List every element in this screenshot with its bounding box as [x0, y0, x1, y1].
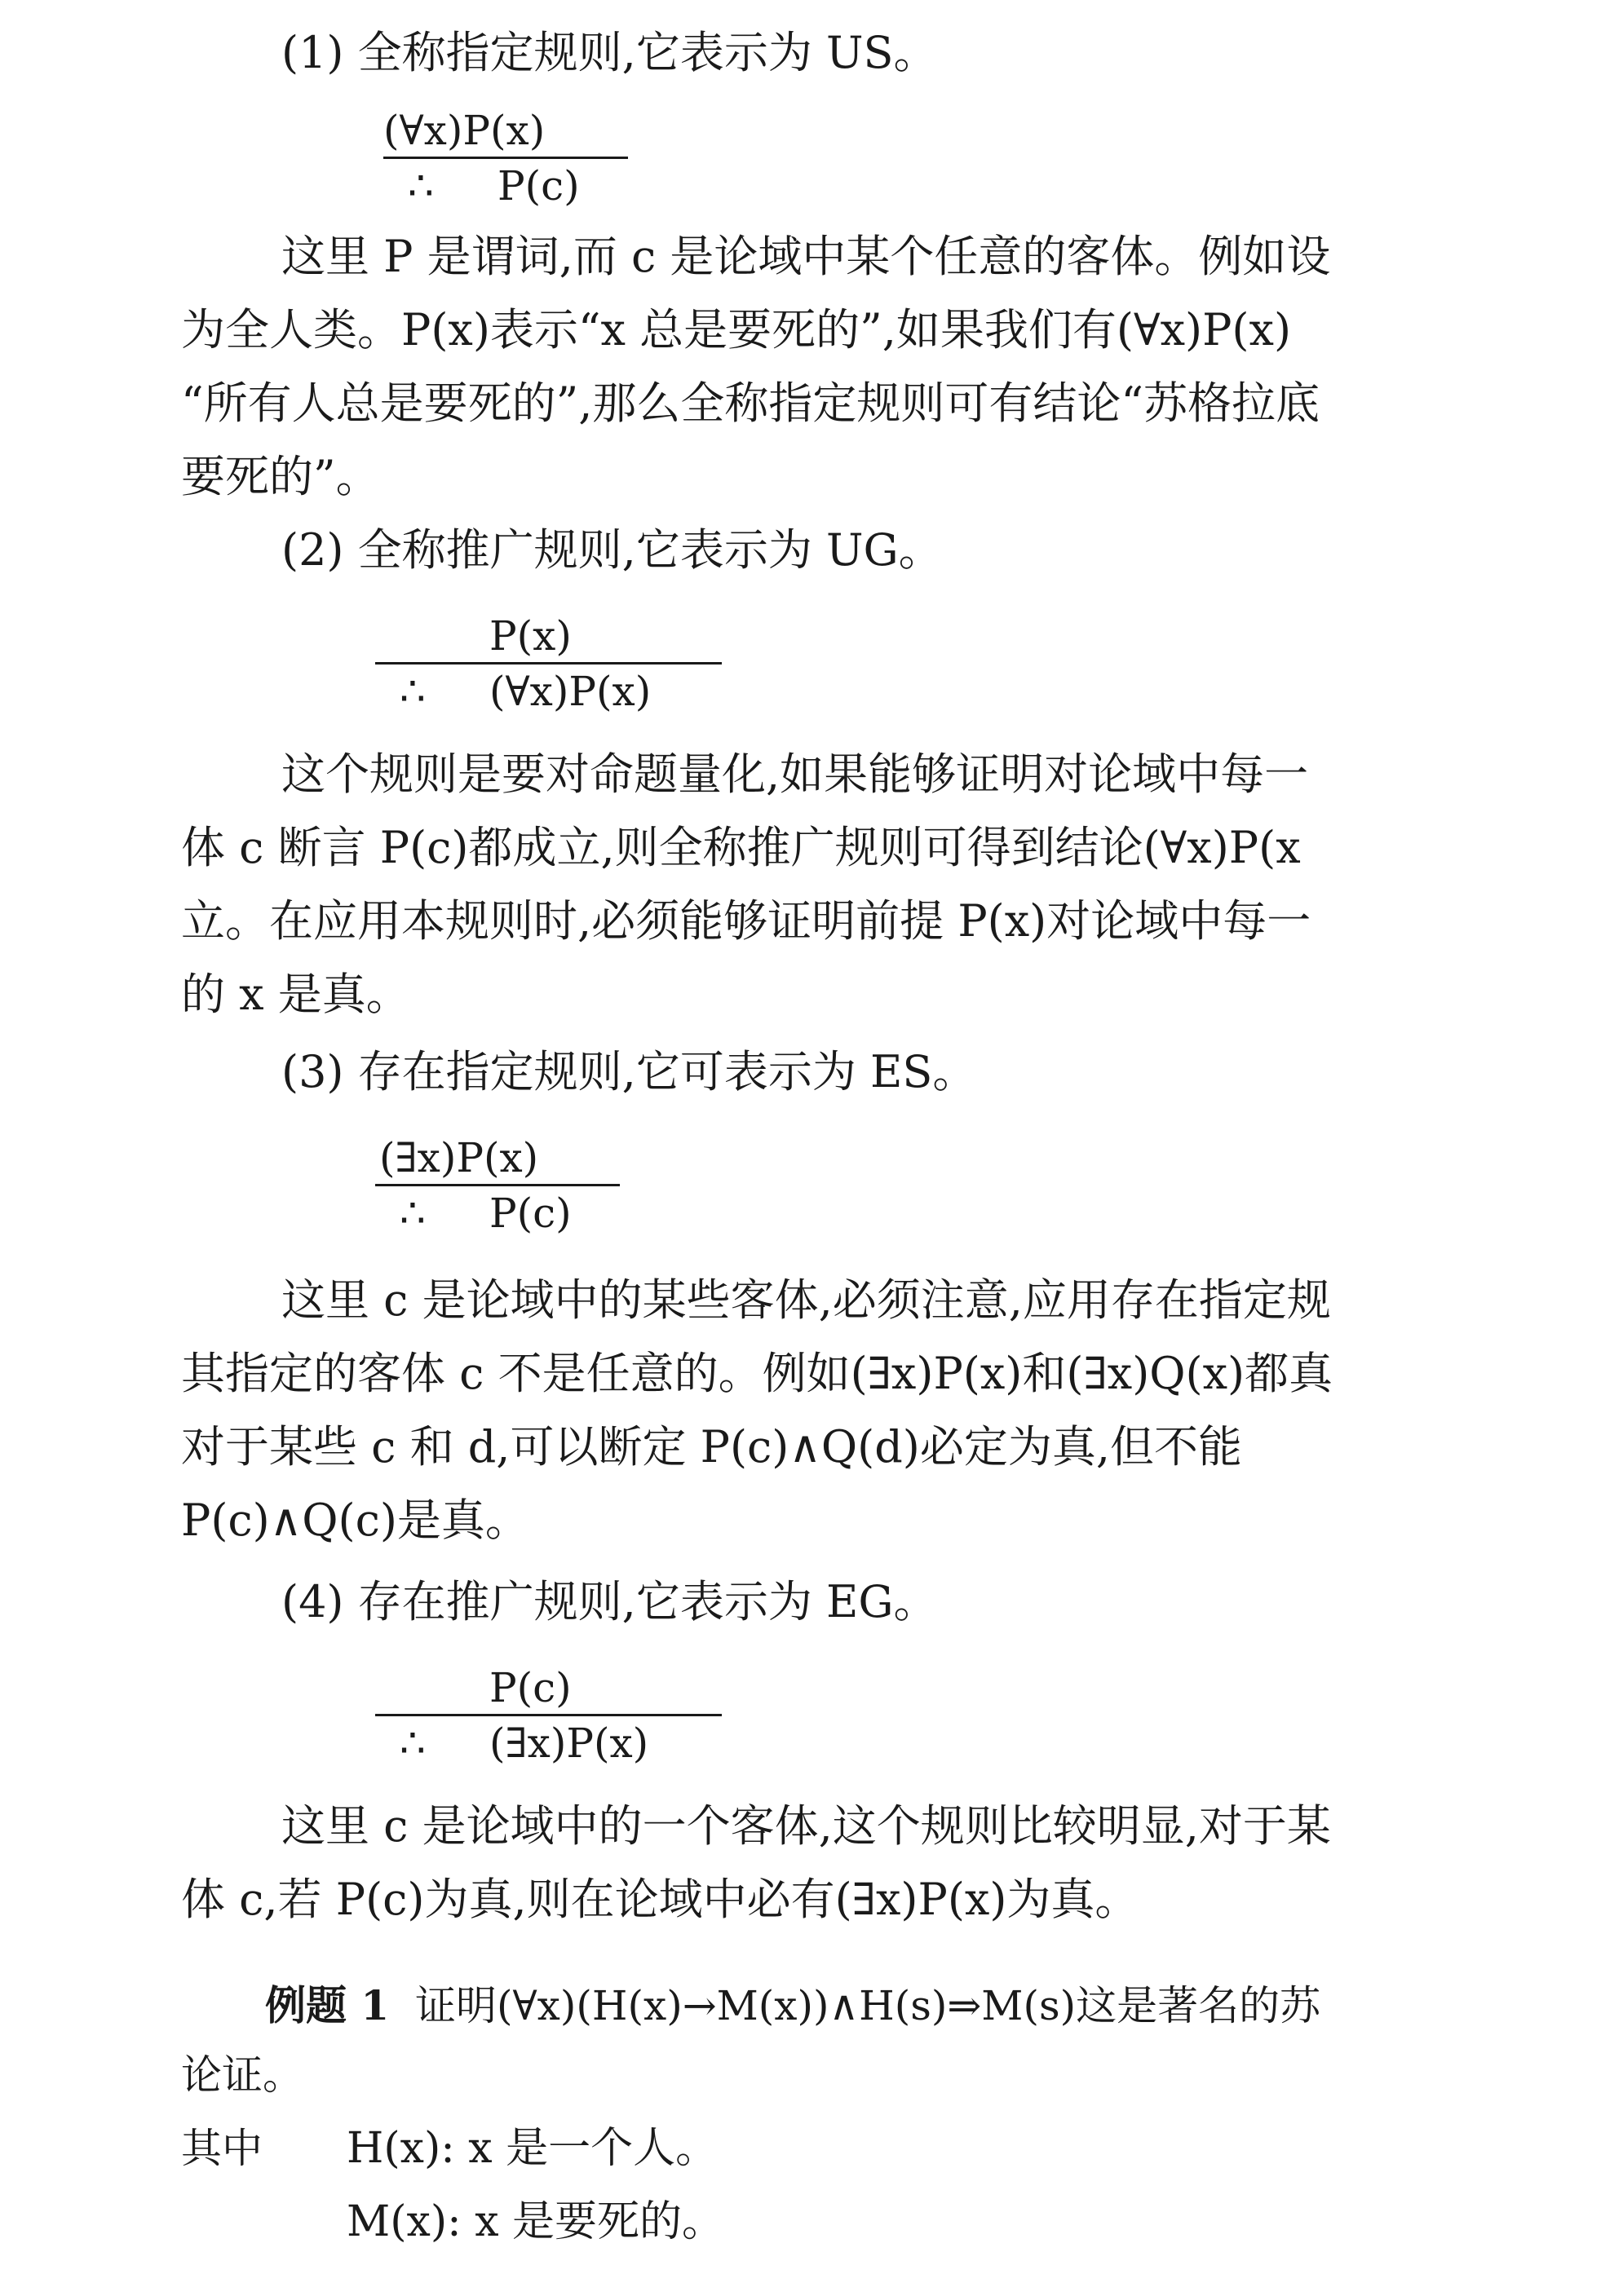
rule1-conclusion: P(c) [498, 162, 580, 210]
rule3-inference-bar [375, 1184, 620, 1186]
example-label: 例题 1 [265, 1981, 390, 2029]
rule4-para-line: 体 c,若 P(c)为真,则在论域中必有(∃x)P(x)为真。 [181, 1874, 1139, 1925]
rule3-para-line: P(c)∧Q(c)是真。 [181, 1495, 529, 1546]
rule1-heading: (1) 全称指定规则,它表示为 US。 [281, 27, 938, 78]
rule3-heading: (3) 存在指定规则,它可表示为 ES。 [281, 1046, 977, 1097]
rule4-heading: (4) 存在推广规则,它表示为 EG。 [281, 1576, 938, 1627]
rule2-para-line: 立。在应用本规则时,必须能够证明前提 P(x)对论域中每一 [181, 895, 1311, 947]
therefore-symbol: ∴ [408, 162, 436, 210]
example-where-label: 其中 [181, 2125, 263, 2172]
rule1-premise: (∀x)P(x) [383, 107, 546, 154]
rule2-para-line: 的 x 是真。 [181, 969, 410, 1020]
rule2-conclusion: (∀x)P(x) [489, 668, 652, 715]
rule3-para-line: 对于某些 c 和 d,可以断定 P(c)∧Q(d)必定为真,但不能 [181, 1421, 1243, 1473]
therefore-symbol: ∴ [400, 1190, 427, 1237]
rule2-premise: P(x) [489, 612, 572, 660]
rule1-para-line: 为全人类。P(x)表示“x 总是要死的”,如果我们有(∀x)P(x) [181, 304, 1292, 355]
therefore-symbol: ∴ [400, 1720, 427, 1767]
rule2-heading: (2) 全称推广规则,它表示为 UG。 [281, 524, 943, 576]
example-definition-h: H(x): x 是一个人。 [347, 2124, 719, 2173]
rule2-inference-bar [375, 662, 722, 665]
rule1-para-line: 这里 P 是谓词,而 c 是论域中某个任意的客体。例如设 [281, 231, 1331, 282]
rule4-para-line: 这里 c 是论域中的一个客体,这个规则比较明显,对于某 [281, 1800, 1331, 1852]
rule1-para-line: 要死的”。 [181, 451, 380, 502]
rule2-para-line: 体 c 断言 P(c)都成立,则全称推广规则可得到结论(∀x)P(x [181, 822, 1301, 873]
rule4-inference-bar [375, 1714, 722, 1716]
example-statement: 证明(∀x)(H(x)→M(x))∧H(s)⇒M(s)这是著名的苏 [415, 1982, 1321, 2029]
rule2-para-line: 这个规则是要对命题量化,如果能够证明对论域中每一 [281, 748, 1309, 800]
rule1-inference-bar [383, 157, 628, 159]
example-line [265, 1977, 1320, 2034]
therefore-symbol: ∴ [400, 668, 427, 715]
rule4-premise: P(c) [489, 1664, 572, 1711]
rule3-para-line: 其指定的客体 c 不是任意的。例如(∃x)P(x)和(∃x)Q(x)都真 [181, 1348, 1333, 1399]
rule1-para-line: “所有人总是要死的”,那么全称指定规则可有结论“苏格拉底 [181, 378, 1320, 429]
rule4-conclusion: (∃x)P(x) [489, 1720, 649, 1767]
example-definition-m: M(x): x 是要死的。 [347, 2197, 725, 2246]
example-continuation: 论证。 [181, 2051, 303, 2099]
rule3-conclusion: P(c) [489, 1190, 572, 1237]
rule3-premise: (∃x)P(x) [379, 1134, 539, 1181]
rule3-para-line: 这里 c 是论域中的某些客体,必须注意,应用存在指定规 [281, 1274, 1331, 1326]
